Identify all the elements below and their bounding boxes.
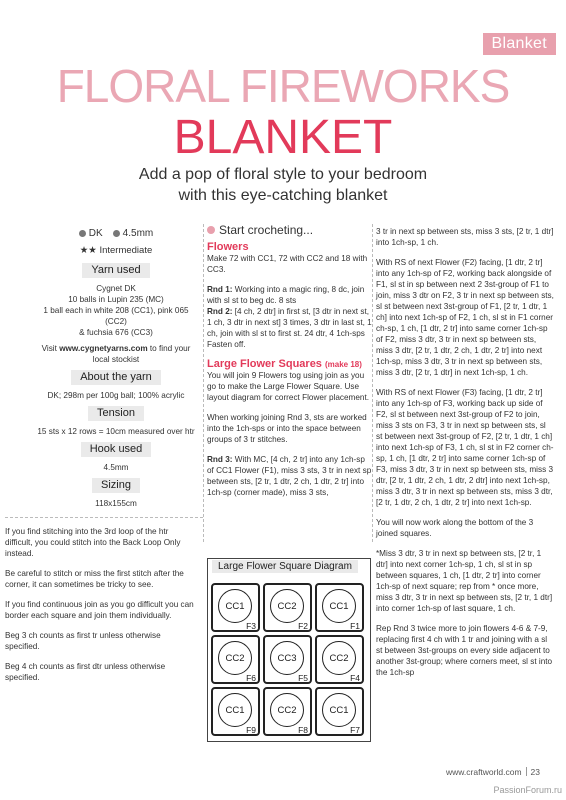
hook-used-text: 4.5mm xyxy=(103,463,129,472)
yarn-link[interactable]: www.cygnetyarns.com xyxy=(59,344,148,353)
yarn-visit-pre: Visit xyxy=(41,344,60,353)
left-column xyxy=(5,228,197,692)
note: Beg 3 ch counts as first tr unless otherwise specified. xyxy=(5,631,161,651)
footer xyxy=(446,767,540,777)
tension-text: 15 sts x 12 rows = 10cm measured over htr xyxy=(37,427,195,436)
right-column xyxy=(376,226,554,687)
lfs-heading-text: Large Flower Squares xyxy=(207,358,322,370)
difficulty-stars: ★★ xyxy=(79,245,97,256)
divider xyxy=(5,517,203,518)
pattern-para: With RS of next Flower (F3) facing, [1 dtr, 2 tr] into any 1ch-sp of F3, working back up side of F2, sl st between next 3st-group of F2 to join, miss 3 sts on F3, 3 tr in next sp between sts, sl st between next 3st-group of F2, [2 tr, 1 dtr, 1 ch] into next 1ch-sp of F3, 1 ch, sl st in F2 corner ch-sp, 1 ch, [1 dtr, 2 tr] into same corner 1ch-sp of F3, miss 3 dtr, 3 tr in next sp between sts, miss 3 dtr, [2 tr, 1 dtr, 2 ch, 1 dtr, 2 dtr] into next 1ch-sp, miss 3 dtr, 3 tr in next sp between sts, miss 3 dtr, [2 tr, 1 dtr, 2 ch, 1 dtr, 2 tr] into next 1ch-sp. xyxy=(376,388,554,507)
hook-icon xyxy=(113,230,120,237)
rnd3-text: With MC, [4 ch, 2 tr] into any 1ch-sp of CC1 Flower (F1), miss 3 sts, 3 tr in next sp between sts, [2 tr, 1 dtr, 2 ch, 1 dtr, 2 tr] into 1ch-sp (corner made), miss 3 sts, xyxy=(207,455,372,497)
sizing-text: 118x155cm xyxy=(95,499,137,508)
flower-circle: CC1 xyxy=(322,693,356,727)
fasten-off: Fasten off. xyxy=(207,340,246,349)
start-heading xyxy=(207,225,373,236)
pattern-para: You will now work along the bottom of the 3 joined squares. xyxy=(376,518,534,538)
lfs-rnd3-note: When working joining Rnd 3, sts are worked into the 1ch-sps or into the space between groups of 3 tr stitches. xyxy=(207,413,367,444)
flower-circle: CC1 xyxy=(218,693,252,727)
flower-number: F7 xyxy=(350,725,360,735)
flower-circle: CC1 xyxy=(218,589,252,623)
difficulty xyxy=(35,245,197,256)
middle-column xyxy=(207,225,373,507)
diagram-cell xyxy=(263,583,312,632)
subtitle xyxy=(0,164,566,206)
flower-circle: CC3 xyxy=(270,641,304,675)
flower-circle: CC2 xyxy=(270,693,304,727)
rnd2 xyxy=(207,306,373,339)
flower-number: F5 xyxy=(298,673,308,683)
subtitle-line-2: with this eye-catching blanket xyxy=(178,187,388,204)
flowers-intro: Make 72 with CC1, 72 with CC2 and 18 with CC3. xyxy=(207,254,368,274)
about-yarn-text: DK; 298m per 100g ball; 100% acrylic xyxy=(47,391,185,400)
lfs-make: (make 18) xyxy=(325,360,362,369)
note: If you find continuous join as you go difficult you can border each square and join them individually. xyxy=(5,600,194,620)
diagram-cell xyxy=(211,583,260,632)
title-line-2: BLANKET xyxy=(173,111,393,164)
page-number: 23 xyxy=(530,767,540,777)
diagram-title: Large Flower Square Diagram xyxy=(212,560,358,573)
column-divider xyxy=(203,224,204,542)
pattern-para: *Miss 3 dtr, 3 tr in next sp between sts, [2 tr, 1 dtr] into next corner 1ch-sp, 1 ch, sl st in sp between squares, 1 ch, [1 dtr, 2 tr] into corner 1ch-sp of next square; rep from * once more, miss 3 dtr, 3 tr in next sp between sts, [2 tr, 1 dtr] into corner 1ch-sp of last square, 1 ch. xyxy=(376,549,553,613)
sizing-label: Sizing xyxy=(92,478,140,493)
hook-size xyxy=(113,228,154,239)
yarn-weight-label: DK xyxy=(88,228,103,239)
meta-row xyxy=(35,228,197,239)
yarn-ball-icon xyxy=(79,230,86,237)
diagram-cell xyxy=(315,583,364,632)
start-heading-text: Start crocheting... xyxy=(219,223,314,237)
rnd1 xyxy=(207,284,373,306)
hook-used-label: Hook used xyxy=(81,442,152,457)
section-tag: Blanket xyxy=(483,33,556,55)
flower-circle: CC1 xyxy=(322,589,356,623)
diagram-cell xyxy=(315,687,364,736)
yarn-weight xyxy=(79,228,103,239)
diagram-cell xyxy=(211,687,260,736)
title-line-1: FLORAL FIREWORKS xyxy=(56,60,510,112)
rnd1-text: Working into a magic ring, 8 dc, join with sl st to beg dc. 8 sts xyxy=(207,285,365,305)
flower-circle: CC2 xyxy=(218,641,252,675)
note: Be careful to stitch or miss the first stitch after the corner, it can sometimes be tricky to see. xyxy=(5,569,184,589)
about-yarn-label: About the yarn xyxy=(71,370,161,385)
tension-label: Tension xyxy=(88,406,144,421)
yarn-visit-post: to find your local stockist xyxy=(92,344,191,364)
diagram-cell xyxy=(211,635,260,684)
flowers-heading: Flowers xyxy=(207,241,249,253)
lfs-heading xyxy=(207,359,373,370)
flower-number: F2 xyxy=(298,621,308,631)
flower-number: F4 xyxy=(350,673,360,683)
footer-divider xyxy=(526,767,527,776)
rnd2-label: Rnd 2: xyxy=(207,307,233,316)
rnd1-label: Rnd 1: xyxy=(207,285,233,294)
rnd2-text: [4 ch, 2 dtr] in first st, [3 dtr in next st, 1 ch, 3 dtr in next st] 3 times, 3 dtr in last st, 1 ch, join with sl st to first st. 24 dtr, 4 1ch-sps xyxy=(207,307,372,338)
flower-circle: CC2 xyxy=(322,641,356,675)
rnd3-label: Rnd 3: xyxy=(207,455,233,464)
diagram-cell xyxy=(263,687,312,736)
diagram-cell xyxy=(315,635,364,684)
watermark: PassionForum.ru xyxy=(493,785,562,795)
pattern-para: 3 tr in next sp between sts, miss 3 sts, [2 tr, 1 dtr] into 1ch-sp, 1 ch. xyxy=(376,227,554,247)
flower-circle: CC2 xyxy=(270,589,304,623)
flower-number: F3 xyxy=(246,621,256,631)
lfs-intro: You will join 9 Flowers tog using join as you go to make the Large Flower Square. Use layout diagram for correct Flower placement. xyxy=(207,371,369,402)
note: If you find stitching into the 3rd loop of the htr difficult, you could stitch into the Back Loop Only instead. xyxy=(5,527,181,558)
bullet-icon xyxy=(207,226,215,234)
subtitle-line-1: Add a pop of floral style to your bedroom xyxy=(138,166,428,183)
rnd3 xyxy=(207,454,373,498)
yarn-used-label: Yarn used xyxy=(82,263,149,278)
footer-url[interactable]: www.craftworld.com xyxy=(445,767,522,777)
flower-number: F1 xyxy=(350,621,360,631)
yarn-used-text: Cygnet DK 10 balls in Lupin 235 (MC) 1 ball each in white 208 (CC1), pink 065 (CC2) & fuchsia 676 (CC3) xyxy=(43,284,189,337)
pattern-para: Rep Rnd 3 twice more to join flowers 4-6 & 7-9, replacing first 4 ch with 1 tr and joining with a sl st between 3st-groups on every side adjacent to another 3st-group; where corners meet, sl st into the 1ch-sp xyxy=(376,624,553,677)
flower-number: F9 xyxy=(246,725,256,735)
hook-size-label: 4.5mm xyxy=(122,228,154,239)
yarn-visit xyxy=(35,343,197,365)
flower-number: F6 xyxy=(246,673,256,683)
diagram-grid xyxy=(211,583,366,738)
diagram-cell xyxy=(263,635,312,684)
pattern-para: With RS of next Flower (F2) facing, [1 dtr, 2 tr] into any 1ch-sp of F2, working back alongside of F1, sl st in sp between next 2 3st-group of F1 to join, miss 3 dtr on F2, 3 tr in next sp between sts, sl st between next 3st-group of F1, [2 tr, 1 dtr, 1 ch] into next 1ch-sp of F2, 1 ch, sl st in F1 corner ch-sp, 1 ch, [1 dtr, 2 tr] into same corner 1ch-sp of F2, miss 3 dtr, 3 tr in next sp between sts, miss 3 dtr, [2 tr, 1 dtr, 2 ch, 1 dtr, 2 tr] into next 1ch-sp, miss 3 dtr, 3 tr in next sp between sts, miss 3 dtr, [2 tr, 1 dtr] in next 1ch-sp, 1 ch. xyxy=(376,258,554,377)
note: Beg 4 ch counts as first dtr unless otherwise specified. xyxy=(5,662,166,682)
flower-number: F8 xyxy=(298,725,308,735)
difficulty-label: Intermediate xyxy=(99,245,153,256)
